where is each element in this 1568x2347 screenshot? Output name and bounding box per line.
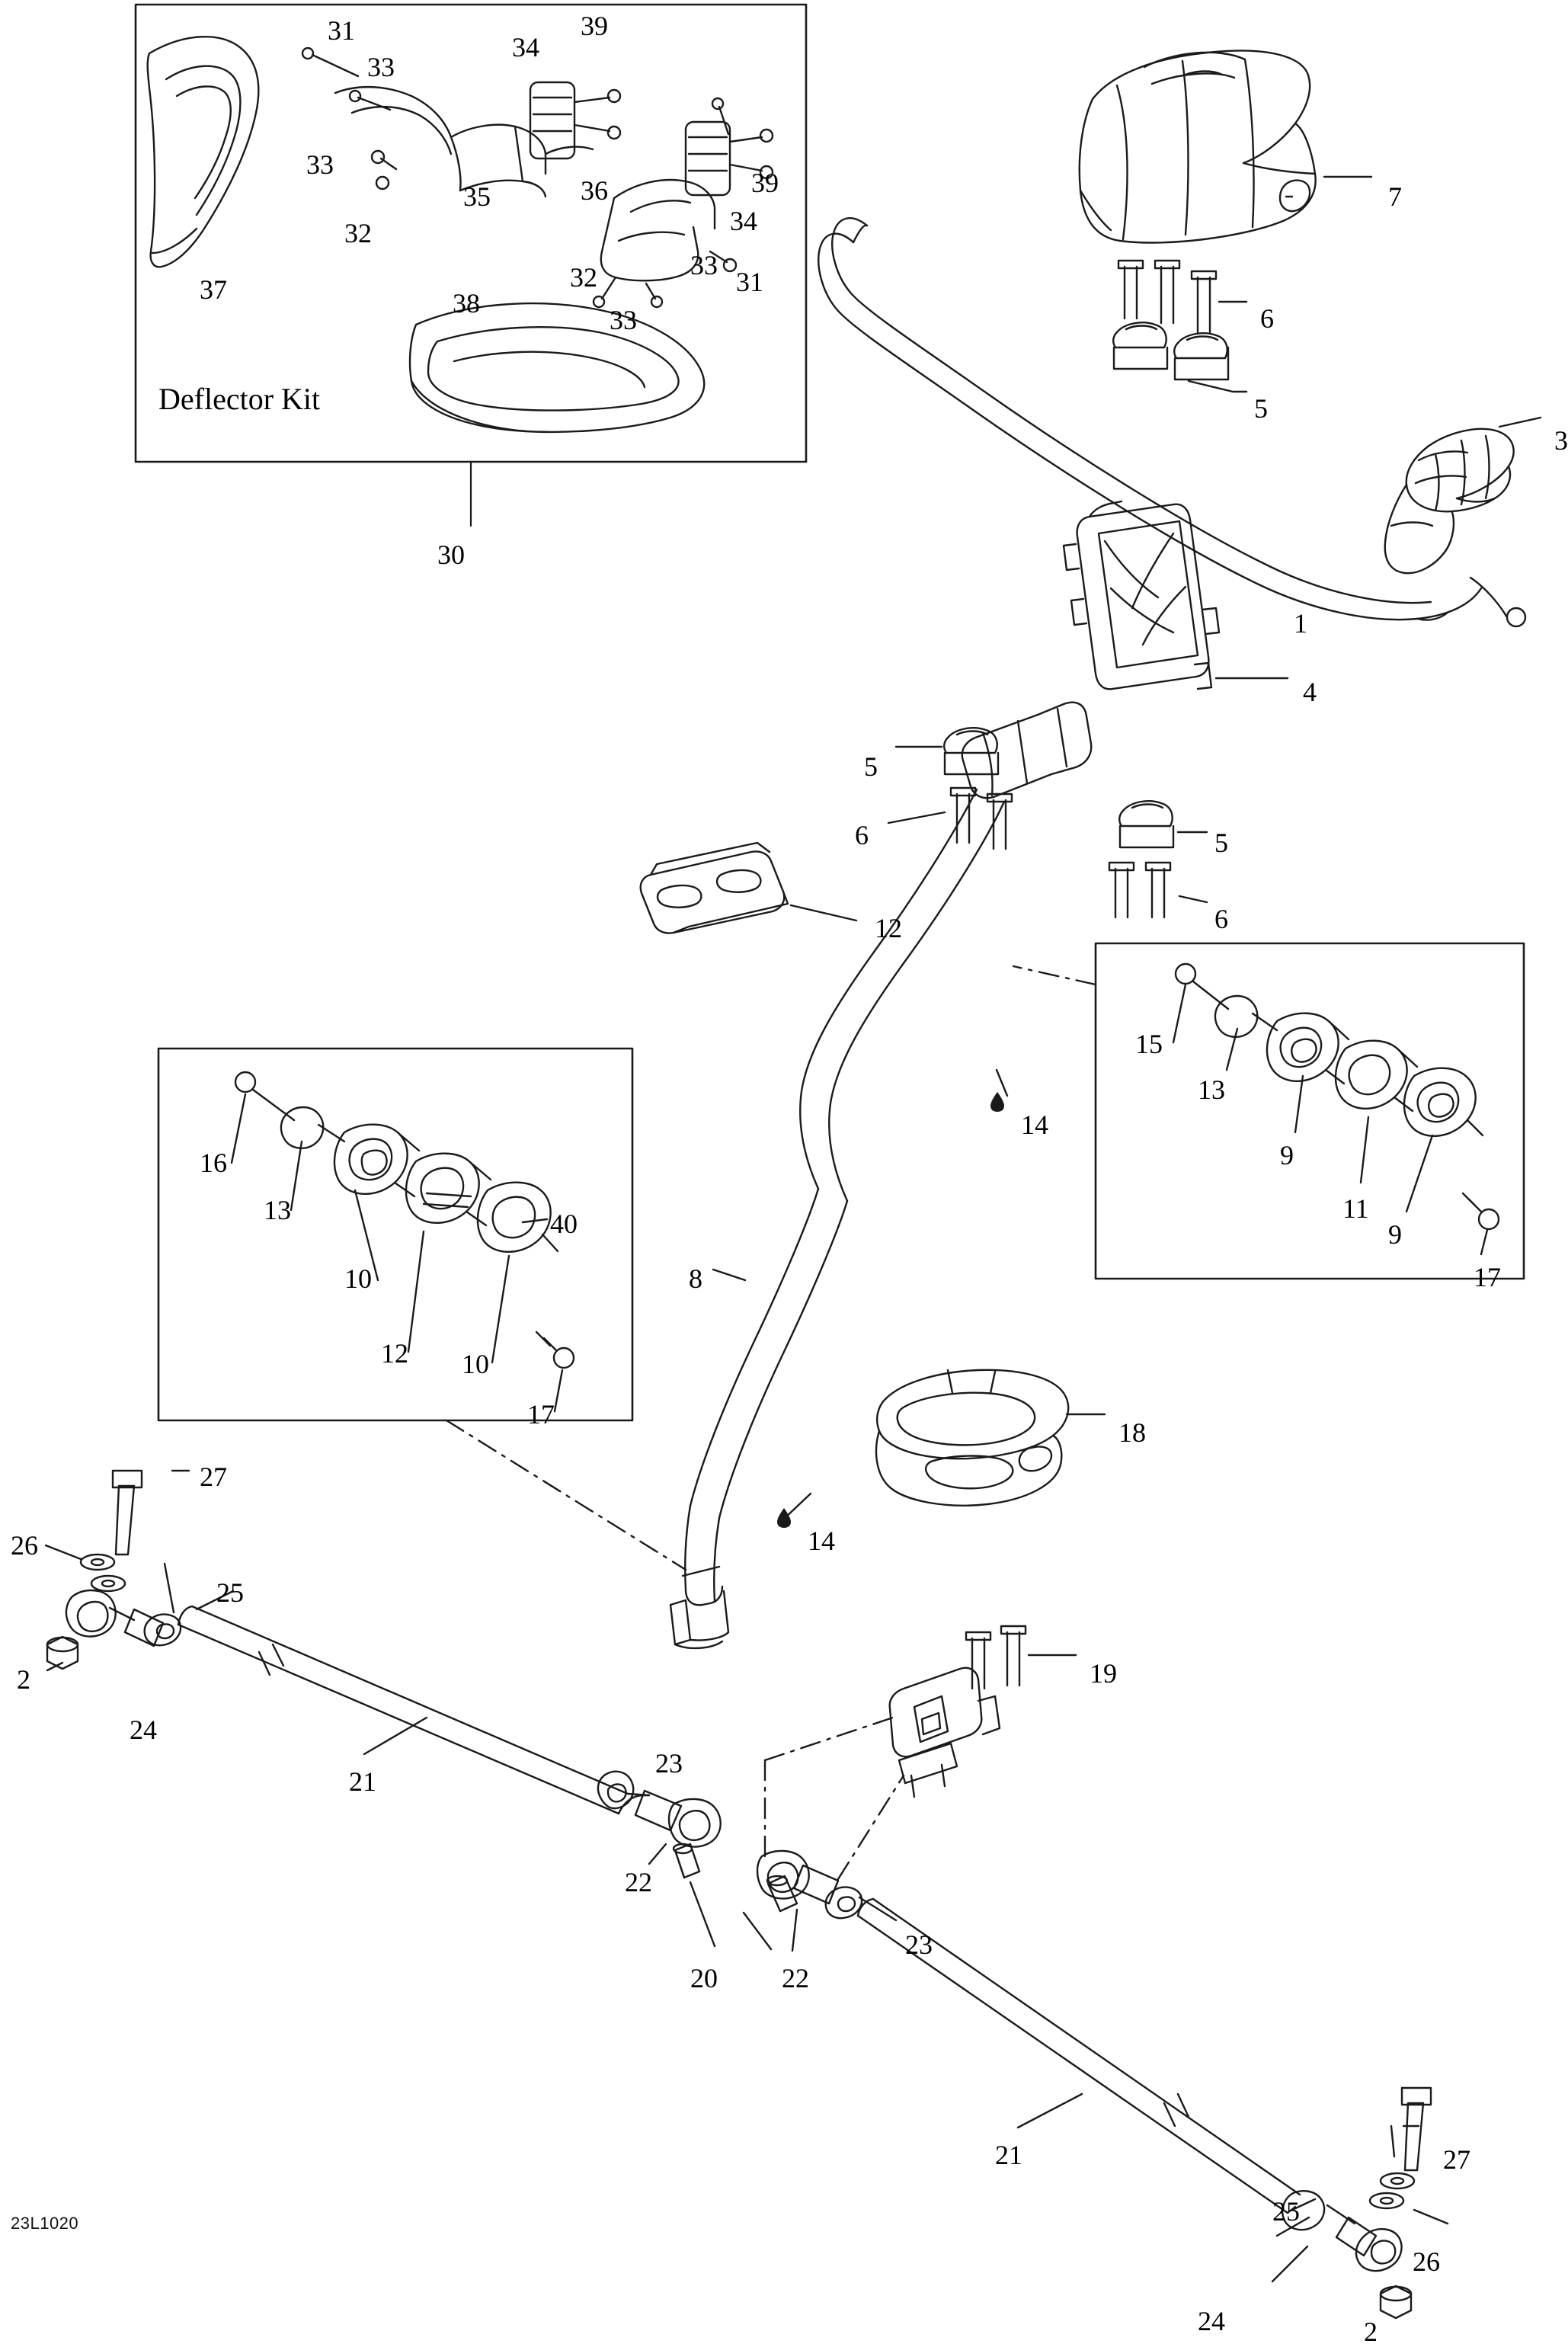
- callout-number-33: 33: [690, 250, 718, 280]
- callout-number-1: 1: [1294, 608, 1307, 639]
- callout-number-20: 20: [690, 1963, 718, 1993]
- callout-number-2: 2: [1364, 2317, 1378, 2347]
- callout-number-4: 4: [1303, 677, 1317, 707]
- callout-number-33: 33: [306, 149, 334, 180]
- callout-number-5: 5: [1214, 828, 1228, 858]
- callout-number-35: 35: [463, 181, 491, 212]
- callout-number-10: 10: [344, 1263, 372, 1294]
- callout-number-6: 6: [1260, 303, 1274, 334]
- callout-number-40: 40: [550, 1209, 578, 1239]
- callout-number-11: 11: [1342, 1193, 1369, 1224]
- callout-number-24: 24: [130, 1715, 157, 1745]
- callout-number-8: 8: [689, 1263, 702, 1294]
- callout-number-9: 9: [1388, 1219, 1402, 1250]
- callout-number-36: 36: [581, 175, 608, 206]
- callout-number-26: 26: [1413, 2246, 1440, 2277]
- callout-number-38: 38: [453, 288, 480, 319]
- callout-number-13: 13: [264, 1195, 291, 1225]
- callout-number-34: 34: [512, 32, 539, 62]
- callout-number-2: 2: [17, 1664, 30, 1695]
- callout-number-5: 5: [1254, 393, 1268, 424]
- callout-number-17: 17: [1474, 1262, 1501, 1292]
- callout-number-12: 12: [381, 1338, 408, 1369]
- callout-number-25: 25: [1272, 2196, 1300, 2227]
- callout-number-33: 33: [610, 305, 637, 335]
- callout-number-14: 14: [1021, 1109, 1048, 1140]
- callout-number-13: 13: [1198, 1074, 1225, 1105]
- callout-number-18: 18: [1118, 1417, 1146, 1448]
- callout-number-5: 5: [864, 751, 878, 782]
- callout-number-19: 19: [1090, 1658, 1117, 1689]
- callout-number-31: 31: [736, 267, 763, 297]
- callout-number-32: 32: [344, 218, 372, 248]
- callout-number-27: 27: [200, 1462, 227, 1492]
- callout-number-22: 22: [782, 1963, 809, 1993]
- callout-number-23: 23: [905, 1929, 933, 1960]
- callout-number-14: 14: [808, 1526, 835, 1556]
- callout-number-39: 39: [581, 11, 608, 41]
- callout-number-9: 9: [1280, 1140, 1294, 1170]
- callout-number-30: 30: [437, 540, 465, 570]
- callout-number-15: 15: [1135, 1029, 1163, 1059]
- callout-number-17: 17: [527, 1399, 555, 1430]
- callout-number-21: 21: [349, 1766, 376, 1797]
- callout-number-32: 32: [570, 262, 597, 293]
- lubrication-point-icon: [776, 1507, 792, 1529]
- drawing-part-code: 23L1020: [11, 2214, 79, 2233]
- callout-number-12: 12: [875, 913, 902, 943]
- callout-number-23: 23: [655, 1748, 683, 1779]
- callout-number-27: 27: [1443, 2144, 1470, 2175]
- callout-number-21: 21: [995, 2140, 1022, 2170]
- callout-number-16: 16: [200, 1148, 227, 1178]
- callout-number-25: 25: [216, 1577, 244, 1608]
- callout-number-39: 39: [751, 168, 779, 198]
- callout-number-6: 6: [1214, 904, 1228, 934]
- deflector-kit-label: Deflector Kit: [158, 382, 321, 416]
- callout-number-24: 24: [1198, 2306, 1225, 2336]
- callout-number-31: 31: [328, 15, 355, 46]
- callout-number-22: 22: [625, 1867, 652, 1897]
- callout-number-7: 7: [1388, 181, 1402, 212]
- callout-number-34: 34: [730, 206, 757, 236]
- callout-number-33: 33: [367, 52, 395, 82]
- callout-number-37: 37: [200, 274, 227, 305]
- callout-number-3: 3: [1554, 425, 1568, 456]
- callout-number-26: 26: [11, 1530, 38, 1561]
- lubrication-point-icon: [989, 1091, 1006, 1113]
- callout-number-6: 6: [855, 820, 869, 850]
- callout-number-10: 10: [462, 1349, 489, 1379]
